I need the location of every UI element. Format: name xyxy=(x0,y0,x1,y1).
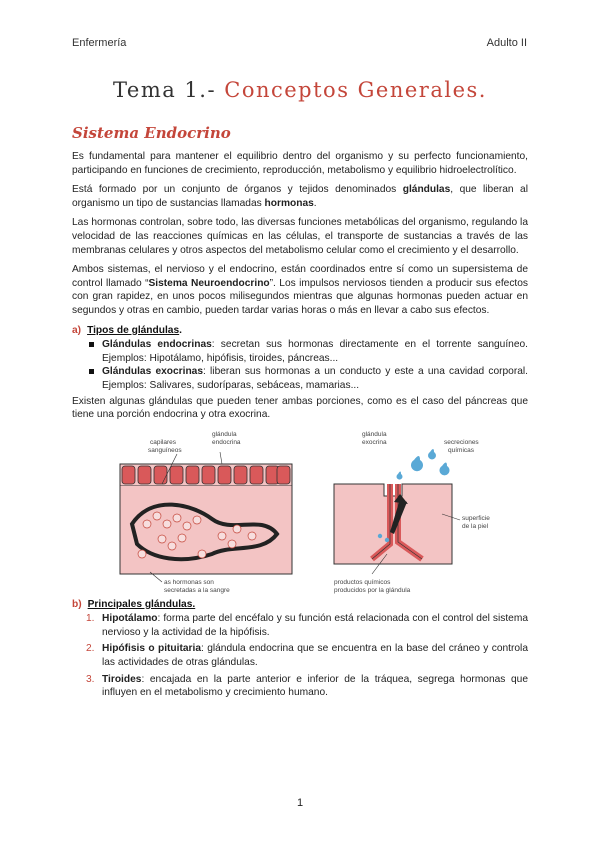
text-run: Ambos sistemas, el nervioso y el endocrino, están coordinados entre sí como un supersistema de control llamado “ xyxy=(72,264,528,289)
list-item xyxy=(86,612,528,639)
text-run: : secretan sus hormonas directamente en el torrente sanguíneo. Ejemplos: Hipotálamo, hipófisis, tiroides, páncreas... xyxy=(102,339,528,364)
paragraph-mixed-glands: Existen algunas glándulas que pueden tener ambas porciones, como es el caso del páncreas que tiene una porción endocrina y otra exocrina. xyxy=(72,395,528,421)
label-exocrine-gland: glándula xyxy=(362,430,387,438)
main-glands-list xyxy=(72,612,528,700)
text-run: : liberan sus hormonas a un conducto y este a una cavidad corporal. Ejemplos: Salivares, sudoríparas, sebáceas, mamarias... xyxy=(102,366,528,391)
label-secretions-2: químicas xyxy=(448,446,475,454)
label-secretions: secreciones xyxy=(444,438,479,446)
list-item xyxy=(86,642,528,669)
text-run: : forma parte del encéfalo y su función está relacionada con el control del sistema nervioso y la actividad de la hipófisis. xyxy=(102,613,528,638)
subheading-main-glands xyxy=(72,598,528,612)
text-run: . xyxy=(313,197,317,209)
list-item xyxy=(102,365,528,392)
label-skin-surface-2: de la piel xyxy=(462,522,489,530)
text-run: Está formado por un conjunto de órganos y tejidos denominados xyxy=(72,184,403,196)
list-number: 2. xyxy=(86,643,95,655)
text-run: : encajada en la parte anterior e inferior de la tráquea, segrega hormonas que influyen en el metabolismo y crecimiento humano. xyxy=(102,673,528,699)
bold-term: Sistema Neuroendocrino xyxy=(148,277,270,289)
bold-term: Tiroides xyxy=(102,673,142,685)
label-products-2: producidos por la glándula xyxy=(334,586,411,594)
subheading-letter: a) xyxy=(72,324,82,336)
text-run: , que liberan al organismo un tipo de sustancias llamadas xyxy=(72,184,528,209)
subheading-letter: b) xyxy=(72,598,82,610)
bold-term: Glándulas endocrinas xyxy=(102,339,212,351)
subheading-trail: . xyxy=(179,324,182,336)
subheading-types xyxy=(72,324,528,338)
paragraph-glands xyxy=(72,183,528,210)
list-item xyxy=(86,673,528,700)
label-exocrine-gland-2: exocrina xyxy=(362,438,387,446)
label-endocrine-gland-2: endocrina xyxy=(212,438,241,446)
text-run: : glándula endocrina que se encuentra en la base del cráneo y controla las actividades de otras glándulas. xyxy=(102,643,528,669)
page-number: 1 xyxy=(296,797,304,809)
exocrine-gland-drawing xyxy=(334,431,490,594)
label-skin-surface: superficie xyxy=(462,514,490,522)
section-heading: Sistema Endocrino xyxy=(72,124,231,142)
document-body xyxy=(72,150,528,703)
endocrine-gland-drawing xyxy=(120,431,292,594)
paragraph-hormones: Las hormonas controlan, sobre todo, las diversas funciones metabólicas del organismo, regulando la velocidad de las reacciones químicas en las células, el transporte de sustancias a través de las membranas celulares y otros aspectos del metabolismo celular como el crecimiento y el desarrollo. xyxy=(72,217,528,256)
label-capillaries-2: sanguíneos xyxy=(148,446,182,454)
header-course: Adulto II xyxy=(486,37,527,49)
gland-types-list xyxy=(72,338,528,392)
label-capillaries: capilares xyxy=(150,438,177,446)
title-name: Conceptos Generales. xyxy=(224,78,487,102)
bold-term: Hipotálamo xyxy=(102,613,158,625)
gland-figure xyxy=(72,424,528,594)
title-topic: Tema 1.- xyxy=(113,78,225,102)
label-hormones-2: secretadas a la sangre xyxy=(164,586,230,594)
bold-term: Hipófisis o pituitaria xyxy=(102,643,201,655)
bold-term: hormonas xyxy=(264,197,314,209)
paragraph-intro: Es fundamental para mantener el equilibrio dentro del organismo y su perfecto funcionamiento, participando en funciones de crecimiento, reproducción, metabolismo y equilibrio hidroelectrolítico. xyxy=(72,151,528,176)
bold-term: Glándulas exocrinas xyxy=(102,366,204,378)
label-products: productos químicos xyxy=(334,578,391,586)
header-subject: Enfermería xyxy=(72,37,127,49)
gland-illustration xyxy=(72,424,528,594)
bold-term: glándulas xyxy=(402,184,451,196)
page-title xyxy=(0,78,600,102)
paragraph-neuroendocrine xyxy=(72,263,528,317)
text-run: ”. Los impulsos nerviosos tienden a producir sus efectos con gran rapidez, en unos pocos milisegundos mientras que algunas hormonas pueden actuar en segundos y otras en cambio, pueden tardar varias horas o más en llevar a cabo sus efectos. xyxy=(72,277,528,316)
list-number: 1. xyxy=(86,613,95,625)
label-endocrine-gland: glándula xyxy=(212,430,237,438)
list-number: 3. xyxy=(86,673,95,685)
subheading-title: Principales glándulas. xyxy=(87,598,196,610)
list-item xyxy=(102,338,528,365)
label-hormones: as hormonas son xyxy=(164,578,214,586)
subheading-title: Tipos de glándulas xyxy=(87,324,180,336)
